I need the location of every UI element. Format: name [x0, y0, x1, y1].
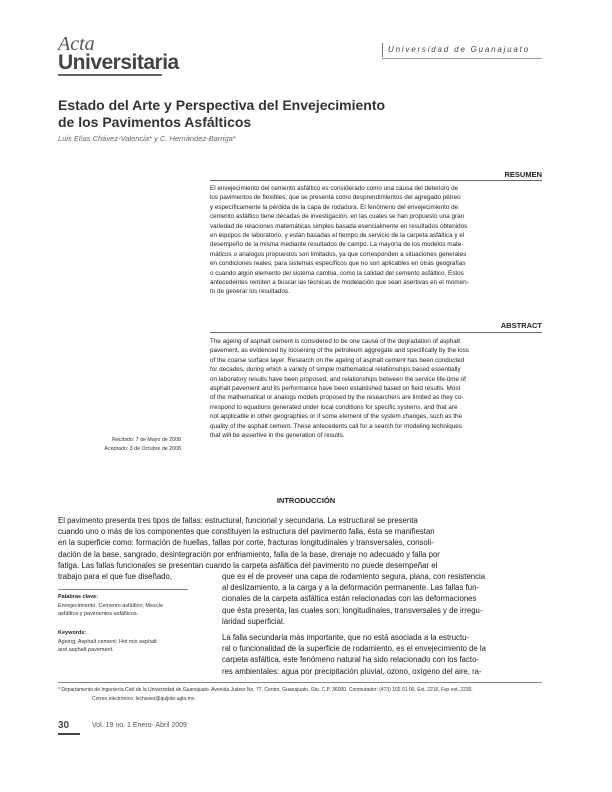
abstract-rule	[210, 332, 542, 333]
resumen-line: en condiciones reales, para sistemas específicos que no son aplicables en otras geografías	[210, 260, 466, 268]
body-line: La falla secundaria más importante, que no está asociada a la estructu-	[222, 633, 470, 642]
resumen-line: cemento asfáltico tiene décadas de investigación, en las cuales se han propuesto una gran	[210, 213, 465, 221]
abstract-line: asphalt pavement and its performance have been established based on field results. Most	[210, 385, 461, 393]
body-line: res ambientales: agua por precipitación pluvial, ozono, oxígeno del aire, ra-	[222, 666, 482, 676]
journal-issue-info: Vol. 19 no. 1 Enero- Abril 2009	[92, 722, 187, 729]
abstract-line: of the coarse surface layer. Research on the ageing of asphalt cement has been conducted	[210, 356, 465, 364]
body-line: cuando uno o más de los componentes que constituyen la estructura del pavimento falla, ésta se manifiestan	[58, 527, 435, 537]
keywords-en	[58, 638, 198, 654]
abstract-line: of the mathematical or analogs models proposed by the researchers are limited as they co-	[210, 394, 464, 402]
keyword-line: Ageing; Asphalt cement; Hot mix asphalt	[58, 639, 157, 645]
resumen-text	[210, 184, 542, 297]
body-line: ral o funcionalidad de la superficie de rodamiento, es el envejecimiento de la	[222, 644, 486, 654]
received-date: Recibido: 7 de Mayo de 2008	[112, 437, 181, 443]
introduccion-split-line: trabajo para el que fue diseñado,	[58, 572, 173, 581]
header-divider	[382, 43, 383, 57]
abstract-line: quality of the asphalt cement. These antecedents call for a search for modeling techniques	[210, 422, 462, 430]
introduccion-heading: INTRODUCCIÓN	[276, 496, 336, 505]
body-line: en la superficie como: formación de huellas, fallas por corte, fracturas longitudinales y transversales, consoli-	[58, 538, 434, 548]
journal-logo-universitaria: Universitaria	[58, 51, 179, 74]
resumen-line: antecedentes remiten a buscar las técnicas de modelación que sean asertivas en el momen-	[210, 279, 469, 287]
resumen-rule	[210, 180, 542, 181]
abstract-text	[210, 337, 542, 440]
page-number-rule	[58, 733, 80, 735]
abstract-line: rrespond to equations generated under local conditions for specific systems, and that are	[210, 403, 458, 411]
resumen-line: en equipos de laboratorio, y están basadas el tiempo de servicio de la carpeta asfáltica y el	[210, 232, 465, 240]
body-line: El pavimento presenta tres tipos de fallas: estructural, funcional y secundaria. La estructural se presenta	[58, 516, 418, 525]
title-line-2: de los Pavimentos Asfálticos	[58, 114, 252, 130]
introduccion-text	[58, 515, 542, 571]
body-line: al deslizamiento, a la carga y a la deformación permanente. Las fallas fun-	[222, 583, 480, 593]
abstract-line: pavement, as evidenced by loosening of the petroleum aggregate and specifically by the loss	[210, 347, 470, 355]
introduccion-right-text	[222, 571, 542, 627]
footnote-rule	[58, 682, 542, 683]
journal-logo-acta: Acta	[58, 33, 95, 55]
body-line: que es el de proveer una capa de rodamiento segura, plana, con resistencia	[222, 572, 486, 581]
body-line: laridad superficial.	[222, 616, 285, 626]
keyword-line: Envejecimiento; Cemento asfáltico; Mezcla	[58, 603, 163, 609]
resumen-line: El envejecimiento del cemento asfáltico es considerado como una causa del deterioro de	[210, 185, 459, 192]
introduccion-right-text-2	[222, 632, 542, 677]
resumen-line: to de generar los resultados.	[210, 288, 290, 296]
footnote-affiliation: * Departamento de Ingeniería Civil de la Universidad de Guanajuato. Avenida Juárez No. 77, Centro, Guanajuato, Gto. C.P. 36000. Conmutador: (473) 102 01 00, Ext. 2216, Fax ext. 2230.	[58, 687, 473, 693]
abstract-line: that will be assertive in the generation of results.	[210, 432, 345, 440]
footnote-email: Correo electrónico: lechavez@quijote.ugto.mx.	[92, 696, 196, 702]
article-title	[58, 97, 458, 131]
body-line: dación de la base, sangrado, desintegración por enfriamiento, falla de la base, drenaje no adecuado y falla por	[58, 549, 440, 559]
keyword-line: asfáltica y pavimentos asfálticos.	[58, 611, 139, 617]
abstract-line: The ageing of asphalt cement is considered to be one cause of the degradation of asphalt	[210, 338, 460, 345]
body-line: que ésta presenta, las cuales son: longitudinales, transversales y de irregu-	[222, 605, 483, 615]
abstract-line: not applicable in other geographies or if some element of the system changes, such as the	[210, 413, 463, 421]
abstract-line: on laboratory results have been proposed, and relationships between the service life-time of	[210, 375, 466, 383]
logo-underline	[58, 74, 162, 76]
resumen-line: los pavimentos de flexibles, que se presenta como desprendimientos del agregado pétreo	[210, 194, 461, 202]
keywords-en-label: Keywords:	[58, 630, 87, 636]
resumen-line: y específicamente la pérdida de la capa de rodadura. El fenómeno del envejecimiento de	[210, 203, 459, 211]
abstract-heading: ABSTRACT	[500, 321, 542, 330]
abstract-line: for decades, during which a variety of simple mathematical relationships based essentially	[210, 366, 461, 374]
keywords-rule-top	[58, 589, 188, 590]
title-line-1: Estado del Arte y Perspectiva del Envejecimiento	[58, 97, 386, 113]
header-rule	[382, 58, 542, 59]
keyword-line: and asphalt pavement.	[58, 647, 114, 653]
article-authors: Luis Elías Chávez-Valencia* y C. Hernández-Barriga*	[58, 134, 236, 143]
keywords-es	[58, 602, 198, 618]
resumen-line: o cuando algún elemento del sistema cambia, como la calidad del cemento asfáltico. Estos	[210, 269, 464, 277]
header-journal-name: Universidad de Guanajuato	[388, 45, 530, 54]
resumen-line: variedad de relaciones matemáticas simples basada esencialmente en resultados obtenidos	[210, 222, 468, 230]
keywords-es-label: Palabras clave:	[58, 594, 99, 600]
page-number: 30	[58, 720, 70, 731]
accepted-date: Aceptado: 3 de Octubre de 2008	[104, 446, 181, 452]
resumen-heading: RESUMEN	[504, 170, 542, 179]
body-line: fatiga. Las fallas funcionales se presentan cuando la carpeta asfáltica del pavimento no puede desempeñar el	[58, 560, 438, 570]
resumen-line: máticos o analogos propuestos son limitados, ya que corresponden a situaciones generales	[210, 250, 467, 258]
body-line: cionales de la carpeta asfáltica están relacionadas con las deformaciones	[222, 594, 477, 604]
resumen-line: desempeño de la misma mediante resultados de campo. La mayoría de los modelos mate-	[210, 241, 464, 249]
body-line: carpeta asfáltica, este fenómeno natural ha sido relacionado con los facto-	[222, 655, 480, 665]
